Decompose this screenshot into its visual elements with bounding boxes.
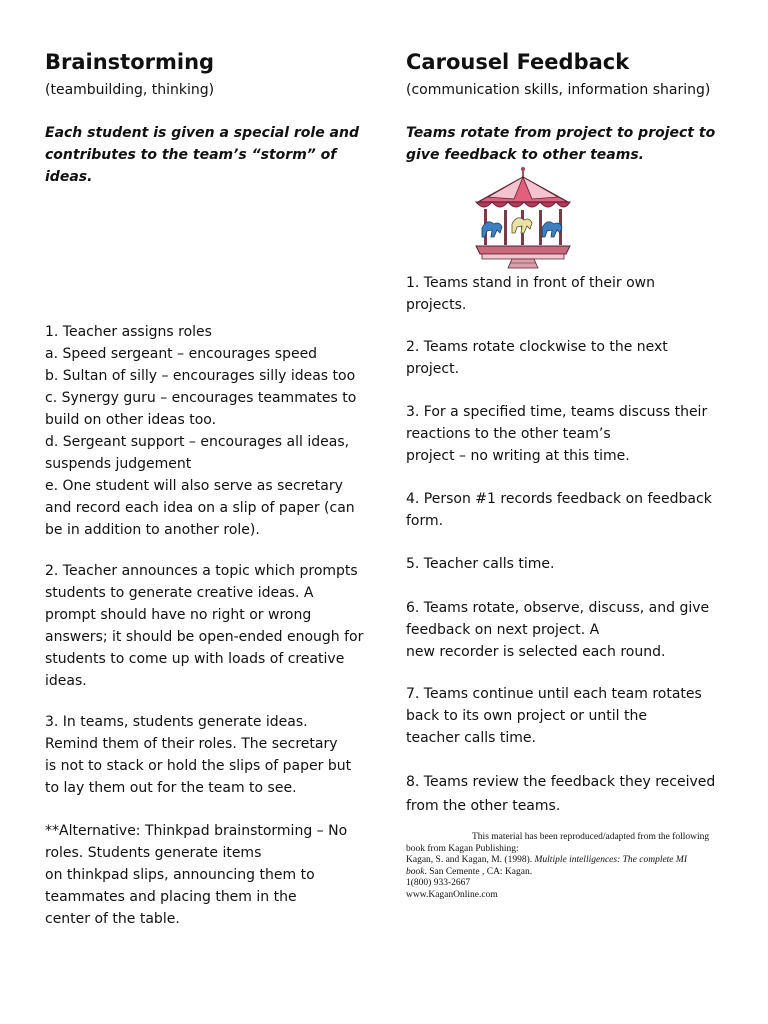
roles-line: e. One student will also serve as secretary [45, 478, 343, 494]
step-line: 2. Teams rotate clockwise to the next [406, 339, 668, 355]
carousel-subtitle: (communication skills, information sharing) [406, 82, 711, 98]
step-line: new recorder is selected each round. [406, 644, 666, 660]
topic-paragraph [45, 560, 363, 692]
topic-line: prompt should have no right or wrong [45, 607, 312, 623]
carousel-title: Carousel Feedback [406, 50, 630, 74]
roles-line: c. Synergy guru – encourages teammates to [45, 390, 357, 406]
step-line: teacher calls time. [406, 730, 536, 746]
roles-list [45, 321, 356, 541]
credit-line [406, 855, 731, 867]
credit-website: www.KaganOnline.com [406, 889, 498, 900]
brainstorming-subtitle: (teambuilding, thinking) [45, 82, 215, 98]
step-line: 3. For a specified time, teams discuss their [406, 404, 708, 420]
credit-authors: Kagan, S. and Kagan, M. (1998). [406, 855, 535, 865]
step-line: from the other teams. [406, 798, 561, 814]
step-line: form. [406, 513, 444, 529]
step-line: 1. Teams stand in front of their own [406, 275, 655, 291]
generate-line: 3. In teams, students generate ideas. [45, 714, 308, 730]
intro-line: contributes to the team’s “storm” of [45, 147, 337, 163]
intro-line: give feedback to other teams. [406, 147, 644, 163]
step-1 [406, 272, 655, 316]
roles-line: build on other ideas too. [45, 412, 217, 428]
credit-line [406, 867, 731, 879]
credit-book-title-end: book [406, 866, 425, 877]
alternative-line: center of the table. [45, 911, 180, 927]
credit-publisher: . San Cemente , CA: Kagan. [424, 866, 533, 877]
alternative-first-line [45, 820, 347, 842]
alternative-text: Thinkpad brainstorming – No [140, 823, 348, 839]
intro-line: Teams rotate from project to project to [406, 125, 716, 141]
step-line: project – no writing at this time. [406, 448, 630, 464]
credit-line: book from Kagan Publishing: [406, 843, 519, 854]
topic-line: students to come up with loads of creative [45, 651, 345, 667]
alternative-paragraph [45, 820, 347, 930]
step-line: 6. Teams rotate, observe, discuss, and give [406, 600, 710, 616]
step-7 [406, 683, 702, 749]
step-3 [406, 401, 707, 467]
step-line: 4. Person #1 records feedback on feedback [406, 491, 712, 507]
step-line: projects. [406, 297, 467, 313]
credit-book-title: Multiple intelligences: The complete MI [534, 855, 687, 865]
intro-line: Each student is given a special role and [45, 125, 359, 141]
step-line: 8. Teams review the feedback they received [406, 774, 716, 790]
step-line: back to its own project or until the [406, 708, 647, 724]
step-line: feedback on next project. A [406, 622, 600, 638]
roles-line: and record each idea on a slip of paper (can [45, 500, 355, 516]
step-line: 5. Teacher calls time. [406, 556, 555, 572]
step-5 [406, 553, 554, 575]
step-2 [406, 336, 668, 380]
roles-line: be in addition to another role). [45, 522, 260, 538]
generate-paragraph [45, 711, 351, 799]
topic-line: 2. Teacher announces a topic which prompts [45, 563, 358, 579]
step-6 [406, 597, 709, 663]
carousel-icon [468, 166, 578, 272]
roles-line: a. Speed sergeant – encourages speed [45, 346, 318, 362]
roles-line: d. Sergeant support – encourages all ideas, [45, 434, 350, 450]
credit-line: This material has been reproduced/adapted from the following [472, 832, 710, 842]
intro-line: ideas. [45, 169, 93, 185]
step-8 [406, 770, 715, 818]
alternative-line: on thinkpad slips, announcing them to [45, 867, 315, 883]
step-line: reactions to the other team’s [406, 426, 611, 442]
credit-phone: 1(800) 933-2667 [406, 878, 471, 888]
alternative-label: **Alternative: [45, 823, 141, 839]
publisher-credit [406, 832, 731, 901]
generate-line: is not to stack or hold the slips of paper but [45, 758, 352, 774]
topic-line: answers; it should be open-ended enough for [45, 629, 364, 645]
roles-line: b. Sultan of silly – encourages silly ideas too [45, 368, 356, 384]
generate-line: to lay them out for the team to see. [45, 780, 297, 796]
carousel-intro [406, 122, 715, 166]
topic-line: ideas. [45, 673, 87, 689]
step-line: project. [406, 361, 460, 377]
roles-line: 1. Teacher assigns roles [45, 324, 212, 340]
alternative-line: roles. Students generate items [45, 845, 262, 861]
brainstorming-title: Brainstorming [45, 50, 215, 74]
alternative-line: teammates and placing them in the [45, 889, 297, 905]
step-4 [406, 488, 712, 532]
brainstorming-intro [45, 122, 359, 188]
roles-line: suspends judgement [45, 456, 192, 472]
generate-line: Remind them of their roles. The secretary [45, 736, 338, 752]
topic-line: students to generate creative ideas. A [45, 585, 314, 601]
step-line: 7. Teams continue until each team rotates [406, 686, 702, 702]
